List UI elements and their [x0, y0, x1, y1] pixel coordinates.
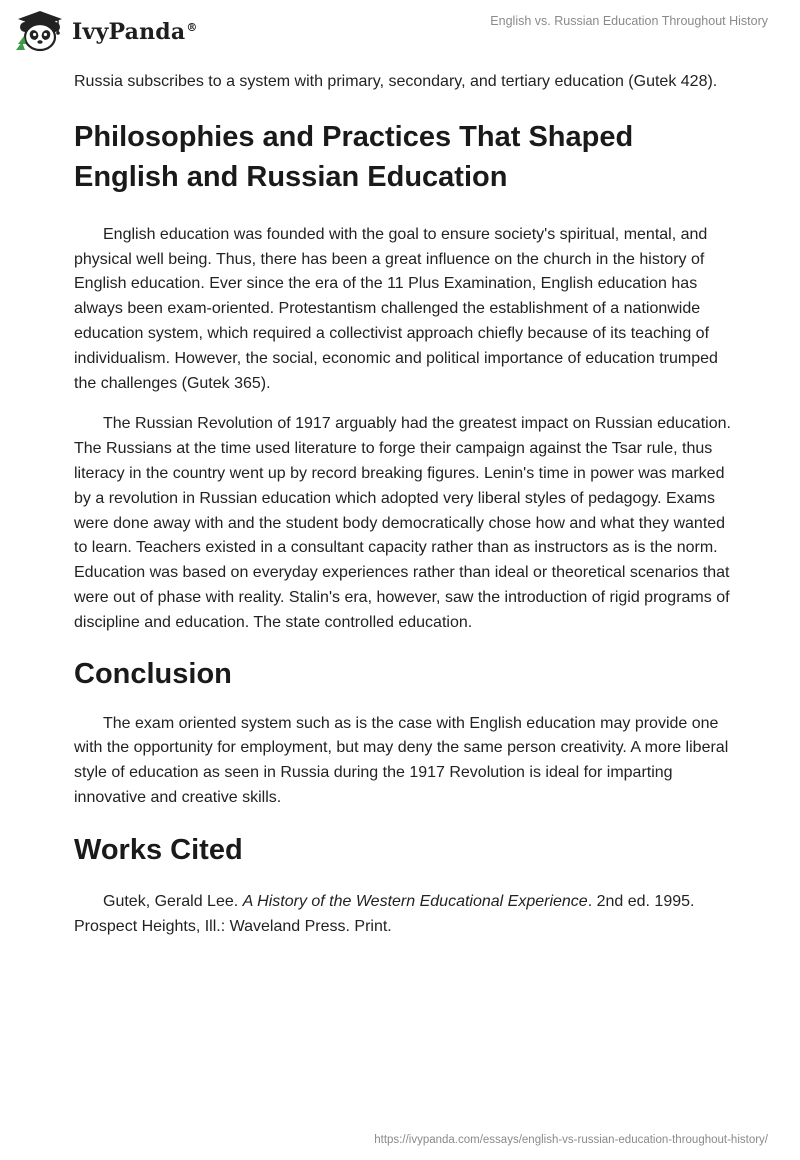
essay-content: [74, 70, 734, 939]
brand-name: IvyPanda®: [72, 19, 198, 45]
philosophies-heading: Philosophies and Practices That Shaped English and Russian Education: [74, 120, 634, 193]
citation-details: . 2nd ed. 1995. Prospect Heights, Ill.: Waveland Press. Print.: [74, 892, 695, 935]
source-url[interactable]: https://ivypanda.com/essays/english-vs-russian-education-throughout-history/: [374, 1134, 768, 1146]
philosophies-paragraph-1: English education was founded with the goal to ensure society's spiritual, mental, and physical well being. Thus, there has been a great influence on the church in the history of English education. Ever since the era of the 11 Plus Examination, English education has always been exam-oriented. Protestantism challenged the establishment of a nationwide education system, which required a collectivist approach chiefly because of its teaching of individualism. However, the social, economic and political importance of education trumped the challenges (Gutek 365).: [74, 225, 718, 392]
conclusion-paragraph: The exam oriented system such as is the case with English education may provide one with the opportunity for employment, but may deny the same person creativity. A more liberal style of education as seen in Russia during the 1917 Revolution is ideal for imparting innovative and creative skills.: [74, 714, 729, 806]
conclusion-heading: Conclusion: [74, 657, 232, 690]
registered-mark: ®: [186, 20, 198, 34]
citation-book-title: A History of the Western Educational Experience: [242, 892, 588, 910]
citation-author: Gutek, Gerald Lee.: [103, 892, 239, 910]
page-header: [0, 0, 800, 60]
citation-entry: [74, 890, 734, 940]
document-title: English vs. Russian Education Throughout History: [490, 14, 768, 28]
panda-graduate-icon: [14, 8, 66, 54]
philosophies-paragraph-2: The Russian Revolution of 1917 arguably had the greatest impact on Russian education. The Russians at the time used literature to forge their campaign against the Tsar rule, thus literacy in the country went up by record breaking figures. Lenin's time in power was marked by a revolution in Russian education which adopted very liberal styles of pedagogy. Exams were done away with and the student body democratically chose how and what they wanted to learn. Teachers existed in a consultant capacity rather than as instructors as is the norm. Education was based on everyday experiences rather than ideal or theoretical scenarios that were out of phase with reality. Stalin's era, however, saw the introduction of rigid programs of discipline and education. The state controlled education.: [74, 415, 731, 631]
brand-logo[interactable]: [14, 8, 198, 54]
works-cited-heading: Works Cited: [74, 833, 243, 866]
intro-paragraph: Russia subscribes to a system with primary, secondary, and tertiary education (Gutek 428).: [74, 73, 718, 90]
